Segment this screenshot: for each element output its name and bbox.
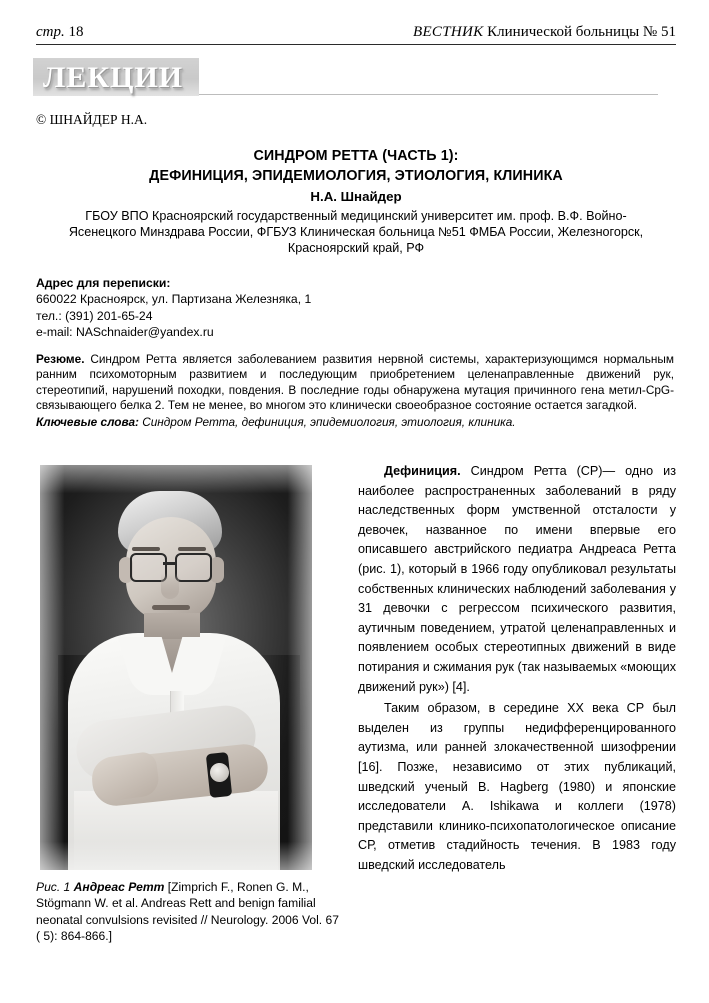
article-title-block <box>36 146 676 257</box>
body-column-right <box>358 462 676 875</box>
photo-eyebrow-left <box>132 547 160 551</box>
article-affiliation: ГБОУ ВПО Красноярский государственный медицинский университет им. проф. В.Ф. Войно-Ясенецкого Минздрава России, ФГБУЗ Клиническая больница №51 ФМБА России, Железногорск, Красноярский край, РФ <box>68 209 644 256</box>
folio-number: 18 <box>68 24 84 40</box>
section-banner <box>33 58 658 98</box>
abstract-body: Синдром Ретта является заболеванием развития нервной системы, характеризующимся нормальным ранним психомоторным развитием и последующим приобретением целенаправленные движений рук, стереотипий, нарушений походки, повдения. В последние годы обнаружена мутация причинного гена метил-CpG-связывающего белка 2. Тем не менее, во многом это клинически своеобразное состояние остается загадкой. <box>36 352 674 413</box>
photo-ear-right <box>210 557 224 583</box>
section-banner-label: ЛЕКЦИИ <box>43 61 184 94</box>
figure-source: [Zimprich F., Ronen G. M., Stögmann W. et al. Andreas Rett and benign familial neonatal convulsions revisited // Neurology. 2006 Vol. 67 ( 5): 864-866.] <box>36 880 339 944</box>
article-author: Н.А. Шнайдер <box>310 189 402 204</box>
portrait-photo <box>40 465 312 870</box>
journal-title <box>413 22 676 42</box>
body-paragraph-1-text: Синдром Ретта (СР)— одно из наиболее распространенных заболеваний в ряду наследственных форм умственной отсталости у девочек, названное по имени впервые его описавшего австрийского педиатра Андреаса Ретта (рис. 1), который в 1966 году опубликовал результаты собственных клинических наблюдений заболевания у 31 девочки с регрессом психического развития, аутичным поведением, утратой целенаправленных и появлением особых стереотипных движений в виде потирания и сжимания рук (так называемых «моющих движений рук») [4]. <box>358 464 676 694</box>
photo-mouth <box>152 605 190 610</box>
journal-subtitle: Клинической больницы № 51 <box>483 24 676 40</box>
keywords-heading: Ключевые слова: <box>36 414 139 429</box>
photo-eyeglass-right <box>175 553 212 582</box>
figure-caption <box>36 879 346 945</box>
paragraph-lead-in: Дефиниция. <box>384 464 461 478</box>
abstract-block <box>36 352 674 430</box>
figure-subject-name: Андреас Ретт <box>73 880 165 894</box>
keywords-line <box>36 415 674 430</box>
page-folio <box>36 22 84 42</box>
correspondence-phone: тел.: (391) 201-65-24 <box>36 308 153 323</box>
abstract-heading: Резюме. <box>36 352 85 366</box>
correspondence-block <box>36 275 456 340</box>
photo-eyeglass-bridge <box>163 562 175 565</box>
copyright-line: © ШНАЙДЕР Н.А. <box>36 112 148 127</box>
journal-name: ВЕСТНИК <box>413 24 484 40</box>
photo-eyebrow-right <box>178 547 206 551</box>
correspondence-heading: Адрес для переписки: <box>36 276 171 290</box>
correspondence-email[interactable]: e-mail: NASchnaider@yandex.ru <box>36 324 214 339</box>
article-title-line-2: ДЕФИНИЦИЯ, ЭПИДЕМИОЛОГИЯ, ЭТИОЛОГИЯ, КЛИНИКА <box>149 168 563 184</box>
figure-number: Рис. 1 <box>36 880 74 894</box>
photo-nose <box>161 573 179 599</box>
body-paragraph-2: Таким образом, в середине XX века СР был выделен из группы недифференцированного аутизма, или ранней злокачественной шизофрении [16]. Позже, независимо от этих публикаций, шведский ученый B. Hagberg (1980) и японские исследователи A. Ishikawa и коллеги (1978) представили клинико-психопатологическое описание СР, отметив стадийность течения. В 1983 году шведский исследователь <box>358 701 676 872</box>
abstract-paragraph <box>36 352 674 414</box>
folio-prefix: стр. <box>36 24 65 40</box>
running-head <box>36 22 676 45</box>
section-banner-rule <box>199 94 658 95</box>
body-paragraph-1 <box>358 462 676 697</box>
keywords-body: Синдром Ретта, дефиниция, эпидемиология, этиология, клиника. <box>138 414 516 429</box>
article-title-line-1: СИНДРОМ РЕТТА (ЧАСТЬ 1): <box>253 148 459 164</box>
correspondence-address: 660022 Красноярск, ул. Партизана Железняка, 1 <box>36 292 312 307</box>
figure-block <box>36 465 346 945</box>
